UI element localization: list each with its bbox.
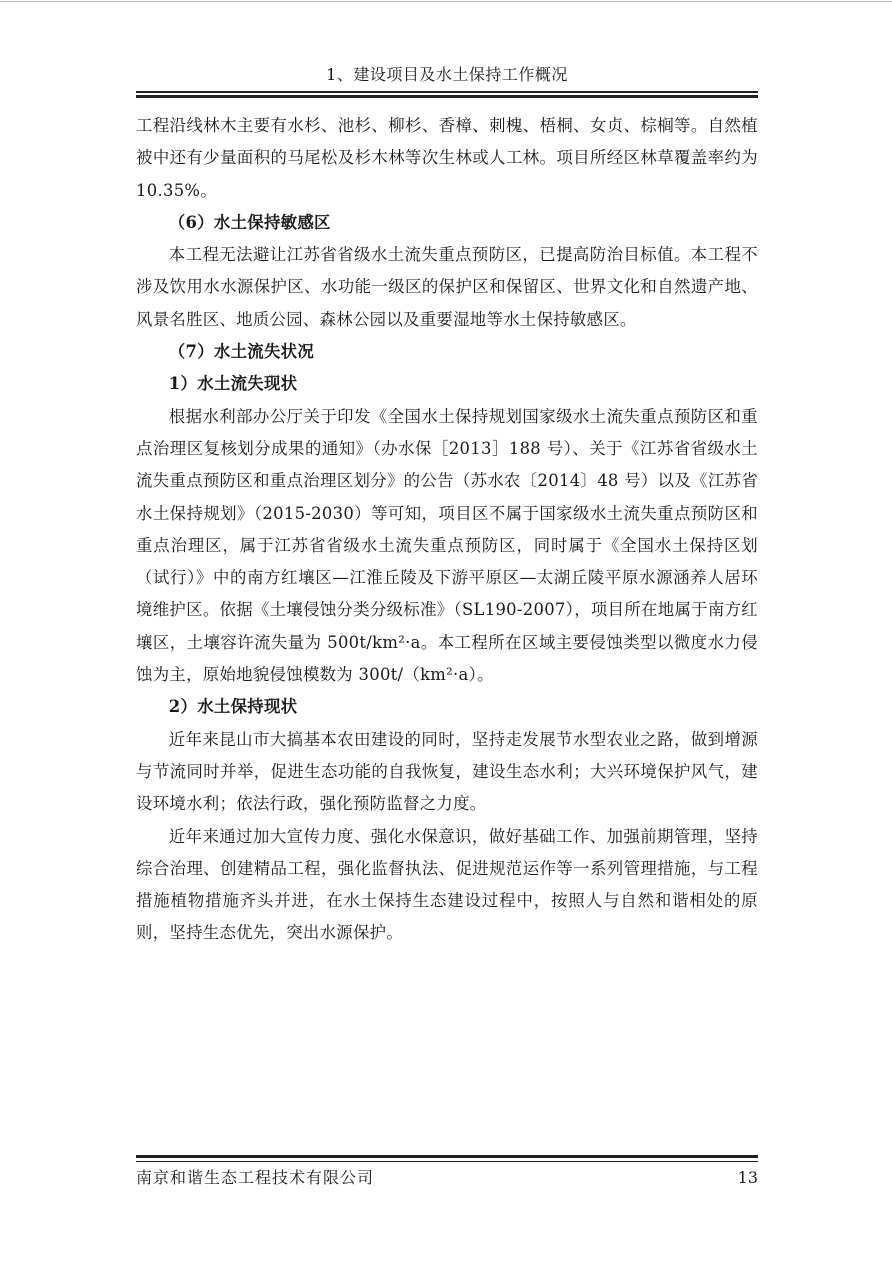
paragraph-conservation-2: 近年来通过加大宣传力度、强化水保意识，做好基础工作、加强前期管理，坚持综合治理、创建精品工程，强化监督执法、促进规范运作等一系列管理措施，与工程措施植物措施齐头并进，在水土保持生态建设过程中，按照人与自然和谐相处的原则，坚持生态优先，突出水源保护。 — [136, 826, 758, 943]
heading-sensitive-area: （6）水土保持敏感区 — [168, 212, 331, 232]
page-body — [136, 110, 758, 950]
running-header: 1、建设项目及水土保持工作概况 — [326, 65, 568, 84]
footer-rule-thick — [136, 1155, 758, 1158]
page-number: 13 — [737, 1168, 758, 1187]
paragraph-vegetation: 工程沿线林木主要有水杉、池杉、柳杉、香樟、刺槐、梧桐、女贞、棕榈等。自然植被中还有少量面积的马尾松及杉木林等次生林或人工林。项目所经区林草覆盖率约为 10.35%。 — [136, 116, 758, 200]
header-rule-thin — [136, 91, 758, 93]
footer-rule-thin — [136, 1161, 758, 1162]
paragraph-sensitive-area: 本工程无法避让江苏省省级水土流失重点预防区，已提高防治目标值。本工程不涉及饮用水水源保护区、水功能一级区的保护区和保留区、世界文化和自然遗产地、风景名胜区、地质公园、森林公园以及重要湿地等水土保持敏感区。 — [136, 245, 758, 329]
heading-erosion-status: （7）水土流失状况 — [168, 342, 315, 362]
header-rule-thick — [136, 95, 758, 98]
paragraph-erosion-current: 根据水利部办公厅关于印发《全国水土保持规划国家级水土流失重点预防区和重点治理区复核划分成果的通知》（办水保［2013］188 号）、关于《江苏省省级水土流失重点预防区和重点治理区划分》的公告（苏水农〔2014〕48 号）以及《江苏省水土保持规划》（2015-2030）等可知，项目区不属于国家级水土流失重点预防区和重点治理区，属于江苏省省级水土流失重点预防区，同时属于《全国水土保持区划（试行）》中的南方红壤区—江淮丘陵及下游平原区—太湖丘陵平原水源涵养人居环境维护区。依据《土壤侵蚀分类分级标准》（SL190-2007），项目所在地属于南方红壤区，土壤容许流失量为 500t/km²·a。本工程所在区域主要侵蚀类型以微度水力侵蚀为主，原始地貌侵蚀模数为 300t/（km²·a）。 — [136, 406, 758, 685]
subheading-erosion-current: 1）水土流失现状 — [168, 374, 298, 394]
scan-top-border — [0, 1, 892, 2]
paragraph-conservation-1: 近年来昆山市大搞基本农田建设的同时，坚持走发展节水型农业之路，做到增源与节流同时并举，促进生态功能的自我恢复，建设生态水利；大兴环境保护风气，建设环境水利；依法行政，强化预防监督之力度。 — [136, 729, 758, 814]
subheading-conservation-current: 2）水土保持现状 — [168, 697, 298, 717]
footer-company-name: 南京和谐生态工程技术有限公司 — [136, 1168, 375, 1187]
